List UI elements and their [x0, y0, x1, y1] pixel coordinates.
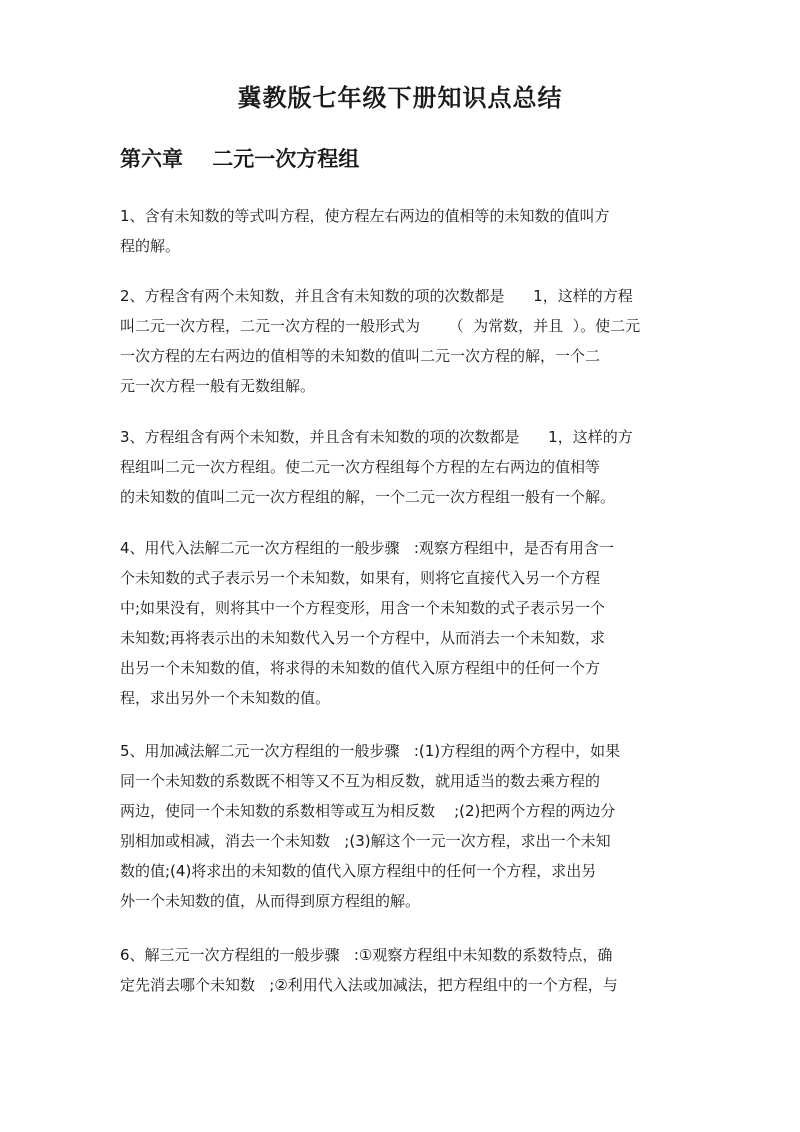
paragraph-line: 外一个未知数的值，从而得到原方程组的解。 — [120, 892, 421, 910]
chapter-heading: 第六章 二元一次方程组 — [120, 147, 360, 171]
paragraph-line: 中;如果没有，则将其中一个方程变形，用含一个未知数的式子表示另一个 — [120, 599, 606, 617]
document-title: 冀教版七年级下册知识点总结 — [237, 84, 563, 112]
paragraph-5 — [120, 736, 680, 916]
paragraph-line: 2、方程含有两个未知数，并且含有未知数的项的次数都是 1，这样的方程 — [120, 287, 633, 305]
paragraph-1 — [120, 201, 680, 261]
paragraph-line: 出另一个未知数的值，将求得的未知数的值代入原方程组中的任何一个方 — [120, 659, 601, 677]
paragraph-line: 一次方程的左右两边的值相等的未知数的值叫二元一次方程的解，一个二 — [120, 347, 601, 365]
paragraph-2 — [120, 281, 680, 401]
paragraph-line: 元一次方程一般有无数组解。 — [120, 377, 316, 395]
paragraph-line: 6、解三元一次方程组的一般步骤 :①观察方程组中未知数的系数特点，确 — [120, 946, 613, 964]
paragraph-6 — [120, 940, 680, 1000]
paragraph-line: 同一个未知数的系数既不相等又不互为相反数，就用适当的数去乘方程的 — [120, 772, 601, 790]
paragraph-line: 4、用代入法解二元一次方程组的一般步骤 :观察方程组中，是否有用含一 — [120, 539, 614, 557]
paragraph-line: 的未知数的值叫二元一次方程组的解，一个二元一次方程组一般有一个解。 — [120, 488, 616, 506]
paragraph-line: 别相加或相减，消去一个未知数 ;(3)解这个一元一次方程，求出一个未知 — [120, 832, 611, 850]
paragraph-line: 叫二元一次方程，二元一次方程的一般形式为 （ 为常数，并且 ）。使二元 — [120, 317, 641, 335]
paragraph-line: 未知数;再将表示出的未知数代入另一个方程中，从而消去一个未知数，求 — [120, 629, 606, 647]
paragraph-line: 程的解。 — [120, 237, 181, 255]
paragraph-4 — [120, 533, 680, 713]
paragraph-line: 程组叫二元一次方程组。使二元一次方程组每个方程的左右两边的值相等 — [120, 458, 601, 476]
paragraph-line: 1、含有未知数的等式叫方程，使方程左右两边的值相等的未知数的值叫方 — [120, 207, 610, 225]
paragraph-line: 两边，使同一个未知数的系数相等或互为相反数 ;(2)把两个方程的两边分 — [120, 802, 616, 820]
paragraph-line: 个未知数的式子表示另一个未知数，如果有，则将它直接代入另一个方程 — [120, 569, 601, 587]
paragraph-line: 5、用加减法解二元一次方程组的一般步骤 :(1)方程组的两个方程中，如果 — [120, 742, 621, 760]
paragraph-line: 定先消去哪个未知数 ;②利用代入法或加减法，把方程组中的一个方程，与 — [120, 976, 618, 994]
paragraph-3 — [120, 422, 680, 512]
paragraph-line: 程，求出另外一个未知数的值。 — [120, 689, 331, 707]
paragraph-line: 3、方程组含有两个未知数，并且含有未知数的项的次数都是 1，这样的方 — [120, 428, 633, 446]
paragraph-line: 数的值;(4)将求出的未知数的值代入原方程组中的任何一个方程，求出另 — [120, 862, 597, 880]
